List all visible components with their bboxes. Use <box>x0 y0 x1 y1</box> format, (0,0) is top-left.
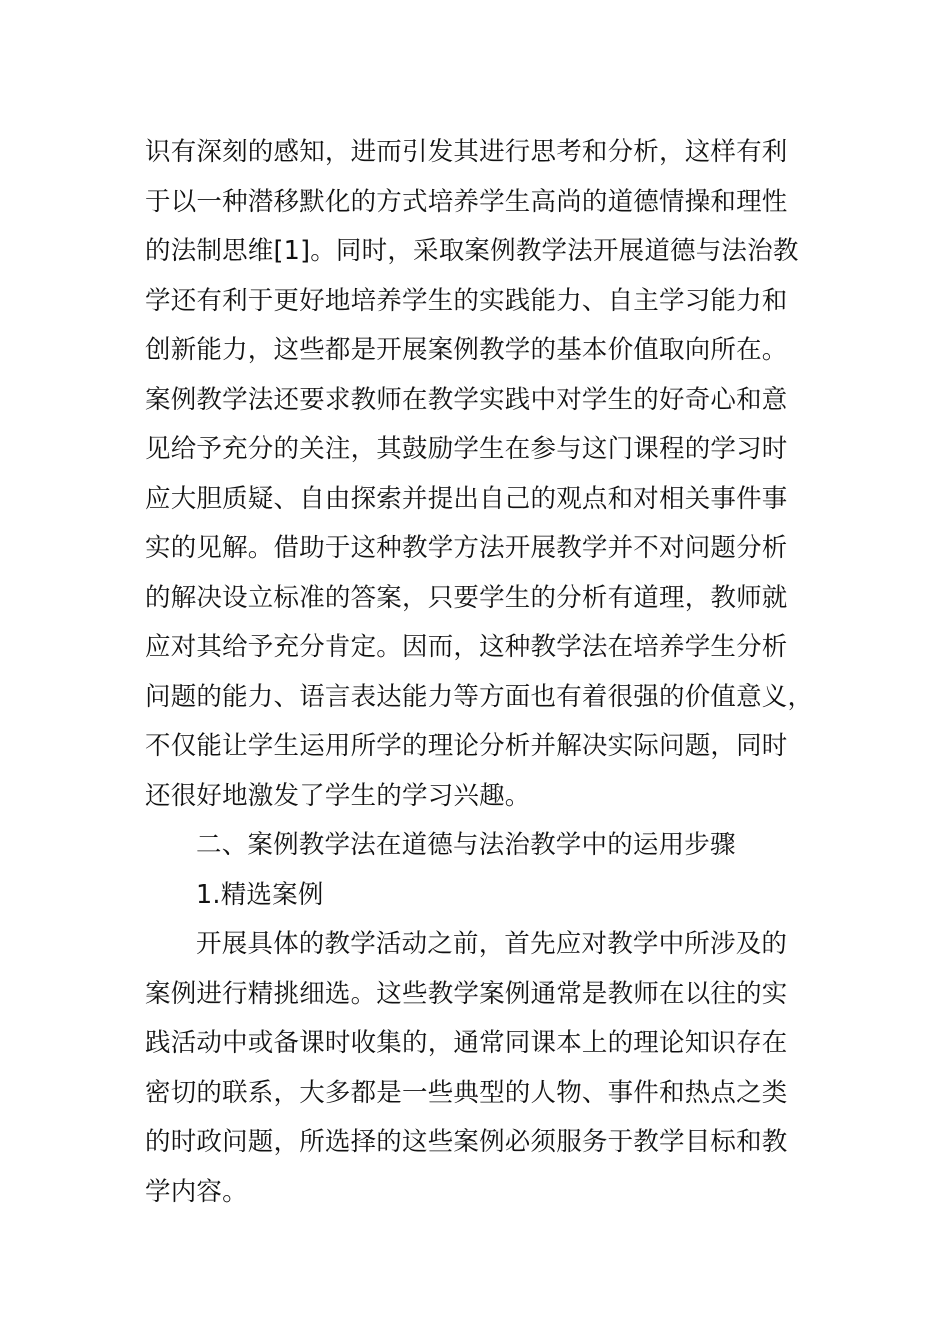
text-line: 应对其给予充分肯定。因而，这种教学法在培养学生分析 <box>145 632 788 662</box>
text-line: 的解决设立标准的答案，只要学生的分析有道理，教师就 <box>145 582 788 613</box>
subsection-heading: 1.精选案例 <box>196 879 324 910</box>
text-line: 的法制思维[1]。同时，采取案例教学法开展道德与法治教 <box>145 236 799 266</box>
body-text <box>145 128 814 1217</box>
text-line: 实的见解。借助于这种教学方法开展教学并不对问题分析 <box>145 533 788 563</box>
text-line: 识有深刻的感知，进而引发其进行思考和分析，这样有利 <box>145 137 788 167</box>
text-line: 不仅能让学生运用所学的理论分析并解决实际问题，同时 <box>145 731 788 761</box>
text-line: 密切的联系，大多都是一些典型的人物、事件和热点之类 <box>145 1077 788 1108</box>
text-line: 问题的能力、语言表达能力等方面也有着很强的价值意义， <box>145 681 814 712</box>
text-line: 践活动中或备课时收集的，通常同课本上的理论知识存在 <box>145 1028 788 1058</box>
text-line: 开展具体的教学活动之前，首先应对教学中所涉及的 <box>196 929 788 959</box>
text-line: 创新能力，这些都是开展案例教学的基本价值取向所在。 <box>145 335 788 365</box>
text-line: 还很好地激发了学生的学习兴趣。 <box>145 780 531 811</box>
text-line: 学还有利于更好地培养学生的实践能力、自主学习能力和 <box>145 285 788 316</box>
text-line: 学内容。 <box>145 1176 248 1207</box>
text-line: 应大胆质疑、自由探索并提出自己的观点和对相关事件事 <box>145 483 788 514</box>
text-line: 案例教学法还要求教师在教学实践中对学生的好奇心和意 <box>145 384 788 415</box>
section-heading: 二、案例教学法在道德与法治教学中的运用步骤 <box>196 830 736 860</box>
text-line: 案例进行精挑细选。这些教学案例通常是教师在以往的实 <box>145 978 788 1009</box>
text-line: 的时政问题，所选择的这些案例必须服务于教学目标和教 <box>145 1127 788 1157</box>
text-line: 于以一种潜移默化的方式培养学生高尚的道德情操和理性 <box>145 186 788 217</box>
text-line: 见给予充分的关注，其鼓励学生在参与这门课程的学习时 <box>145 434 788 464</box>
